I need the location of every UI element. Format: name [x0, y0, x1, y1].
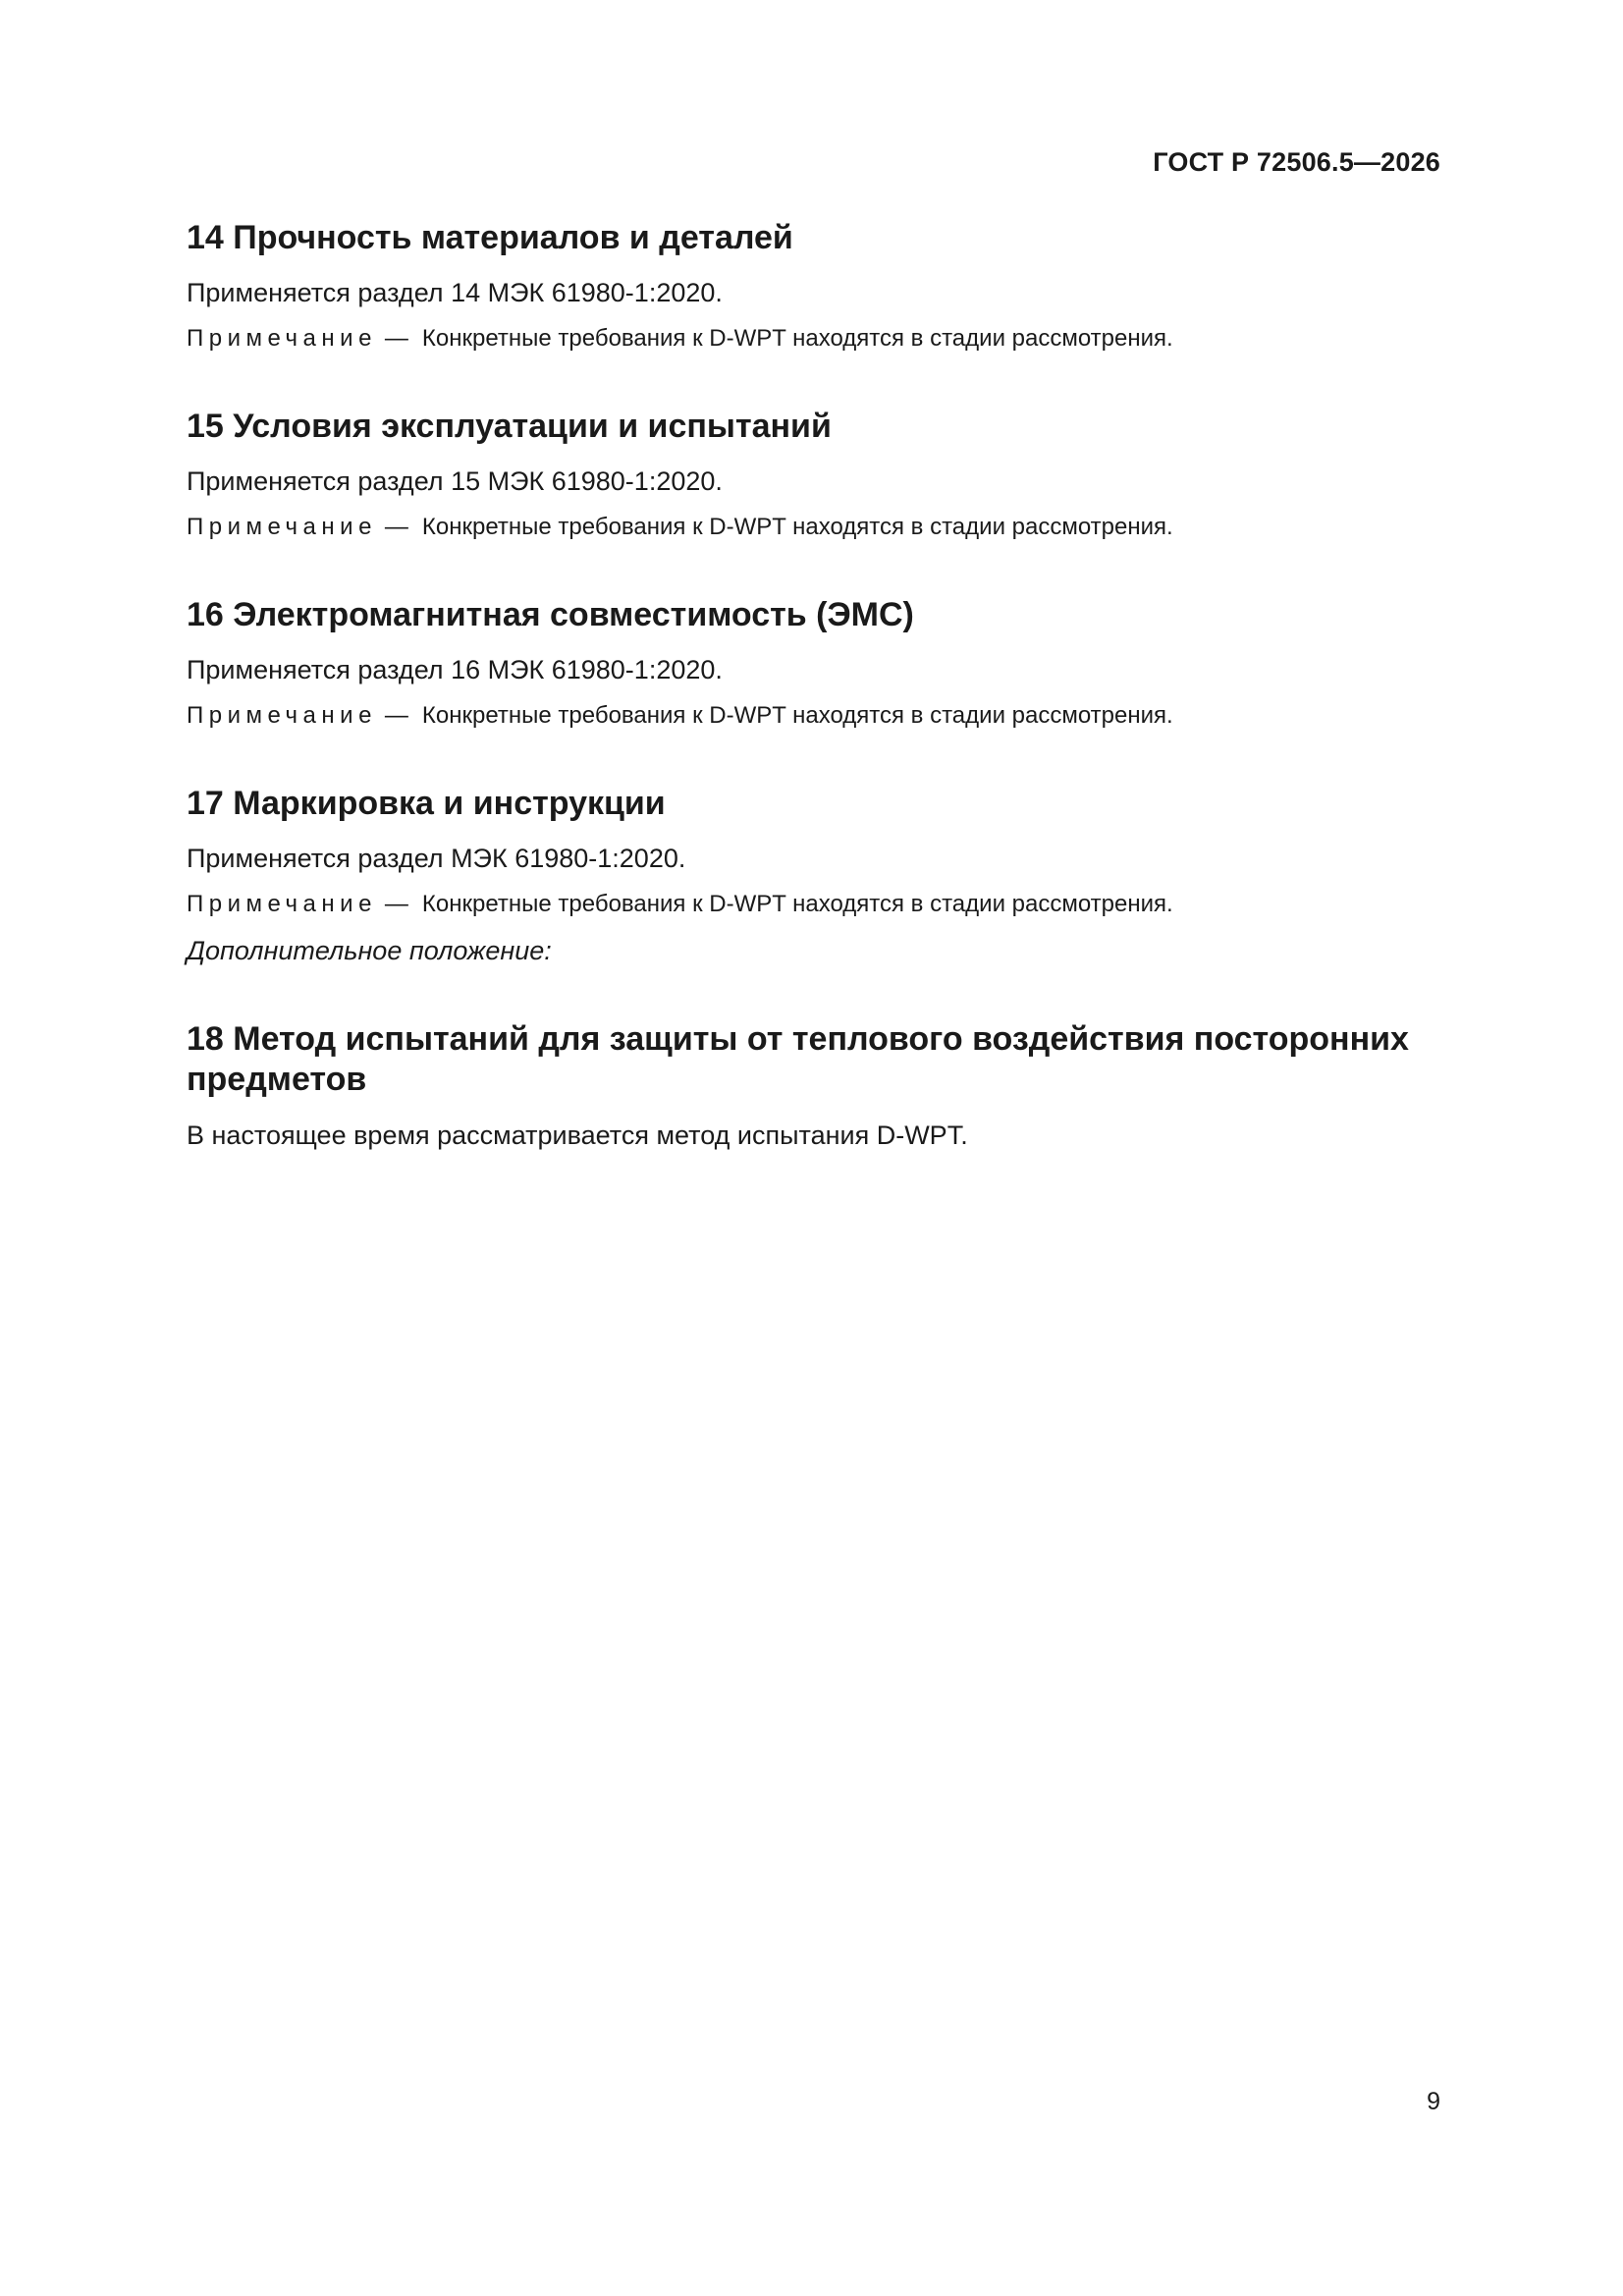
section-title: 16 Электромагнитная совместимость (ЭМС) [187, 596, 914, 633]
section-text: Применяется раздел МЭК 61980-1:2020. [187, 844, 686, 873]
section-16 [187, 595, 1443, 731]
section-text: Применяется раздел 16 МЭК 61980-1:2020. [187, 655, 723, 684]
document-code: ГОСТ Р 72506.5—2026 [1153, 147, 1440, 177]
note-dash: — [384, 514, 408, 540]
section-18 [187, 1019, 1443, 1151]
section-14 [187, 218, 1443, 354]
additional-provision: Дополнительное положение: [187, 936, 552, 965]
section-text: Применяется раздел 14 МЭК 61980-1:2020. [187, 278, 723, 307]
page-content [187, 218, 1443, 1204]
note-label: Примечание [187, 702, 377, 729]
note [187, 513, 1443, 542]
section-17 [187, 784, 1443, 966]
note-dash: — [384, 891, 408, 917]
section-text: Применяется раздел 15 МЭК 61980-1:2020. [187, 466, 723, 496]
note [187, 324, 1443, 354]
section-15 [187, 407, 1443, 542]
section-text: В настоящее время рассматривается метод испытания D-WPT. [187, 1121, 968, 1150]
note-label: Примечание [187, 891, 377, 917]
note-dash: — [384, 325, 408, 352]
note-text: Конкретные требования к D-WPT находятся в стадии рассмотрения. [421, 514, 1173, 540]
note [187, 701, 1443, 731]
section-title: 15 Условия эксплуатации и испытаний [187, 408, 832, 445]
note [187, 890, 1443, 919]
note-label: Примечание [187, 514, 377, 540]
page-number: 9 [1427, 2088, 1440, 2115]
section-title: 14 Прочность материалов и деталей [187, 219, 793, 256]
note-text: Конкретные требования к D-WPT находятся в стадии рассмотрения. [421, 325, 1173, 352]
note-label: Примечание [187, 325, 377, 352]
note-text: Конкретные требования к D-WPT находятся в стадии рассмотрения. [421, 702, 1173, 729]
note-dash: — [384, 702, 408, 729]
section-title: 17 Маркировка и инструкции [187, 785, 666, 822]
note-text: Конкретные требования к D-WPT находятся в стадии рассмотрения. [421, 891, 1173, 917]
section-title: 18 Метод испытаний для защиты от теплового воздействия посторонних предметов [187, 1020, 1409, 1098]
